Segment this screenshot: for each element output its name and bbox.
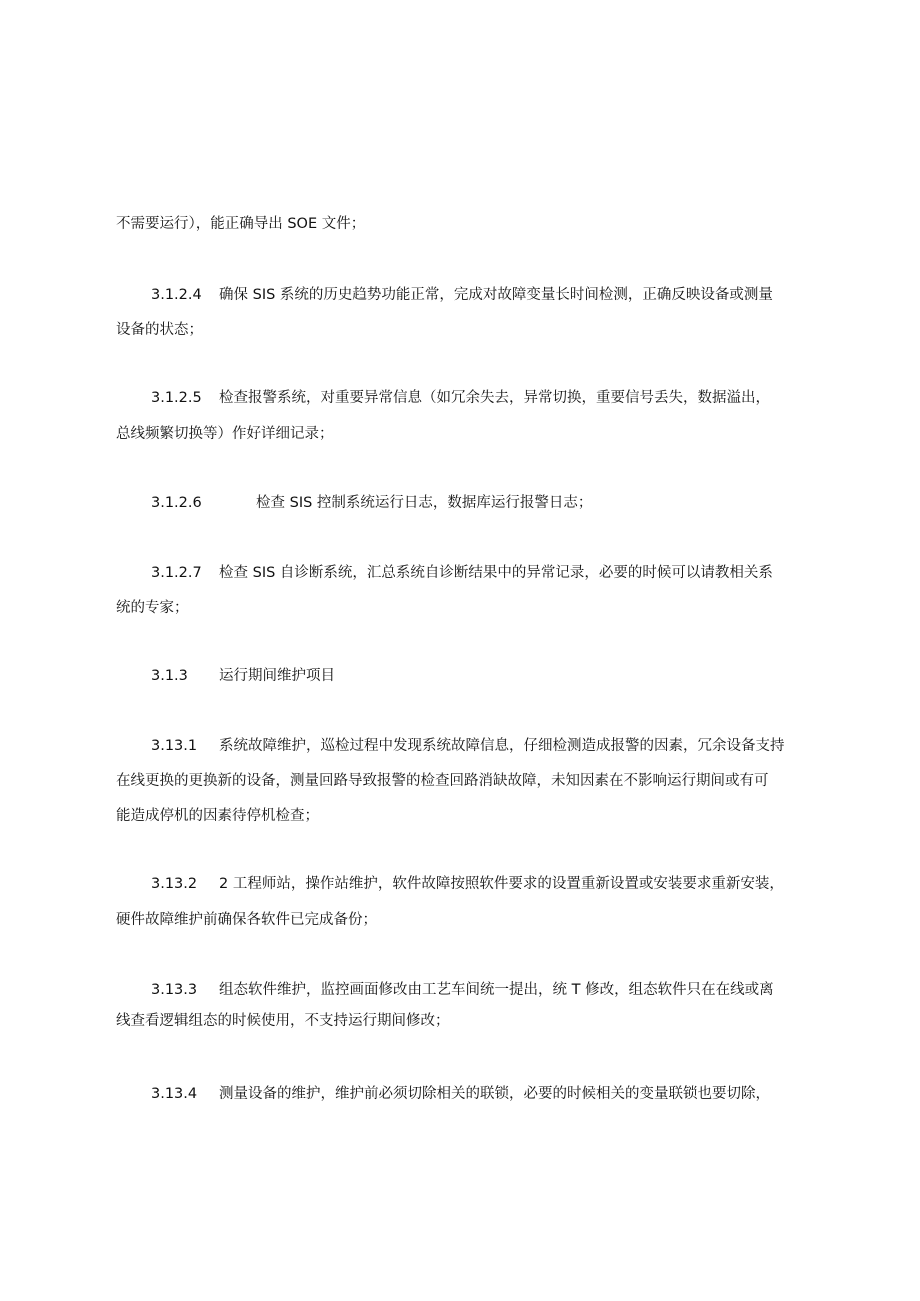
section-heading: 运行期间维护项目 <box>219 668 335 684</box>
section-number: 3.1.3 <box>151 668 188 684</box>
intro-tail-text: 不需要运行），能正确导出 SOE 文件； <box>116 216 366 232</box>
section-text-line: 检查 SIS 控制系统运行日志，数据库运行报警日志； <box>256 495 593 511</box>
section-number: 3.13.3 <box>151 982 198 998</box>
section-text-line: 2 工程师站，操作站维护，软件故障按照软件要求的设置重新设置或安装要求重新安装， <box>219 876 784 892</box>
section-number: 3.13.4 <box>151 1086 198 1102</box>
section-number: 3.1.2.6 <box>151 495 202 511</box>
section-text-line: 统的专家； <box>116 600 189 616</box>
section-text-line: 总线频繁切换等）作好详细记录； <box>116 426 334 442</box>
section-text-line: 能造成停机的因素待停机检查； <box>116 808 319 824</box>
section-number: 3.1.2.7 <box>151 565 202 581</box>
section-number: 3.1.2.4 <box>151 287 202 303</box>
section-number: 3.13.2 <box>151 876 198 892</box>
section-text-line: 检查报警系统，对重要异常信息（如冗余失去，异常切换，重要信号丢失，数据溢出， <box>219 390 770 406</box>
section-text-line: 测量设备的维护，维护前必须切除相关的联锁，必要的时候相关的变量联锁也要切除， <box>219 1086 770 1102</box>
section-number: 3.13.1 <box>151 738 198 754</box>
section-number: 3.1.2.5 <box>151 390 202 406</box>
section-text-line: 检查 SIS 自诊断系统，汇总系统自诊断结果中的异常记录，必要的时候可以请教相关系 <box>219 565 773 581</box>
section-text-line: 硬件故障维护前确保各软件已完成备份； <box>116 912 377 928</box>
section-text-line: 设备的状态； <box>116 322 203 338</box>
section-text-line: 确保 SIS 系统的历史趋势功能正常，完成对故障变量长时间检测，正确反映设备或测量 <box>219 287 773 303</box>
section-text-line: 组态软件维护，监控画面修改由工艺车间统一提出，统 T 修改，组态软件只在在线或离 <box>219 982 774 998</box>
section-text-line: 系统故障维护，巡检过程中发现系统故障信息，仔细检测造成报警的因素，冗余设备支持 <box>219 738 785 754</box>
section-text-line: 在线更换的更换新的设备，测量回路导致报警的检查回路消缺故障，未知因素在不影响运行期间或有可 <box>116 773 769 789</box>
section-text-line: 线查看逻辑组态的时候使用，不支持运行期间修改； <box>116 1013 450 1029</box>
